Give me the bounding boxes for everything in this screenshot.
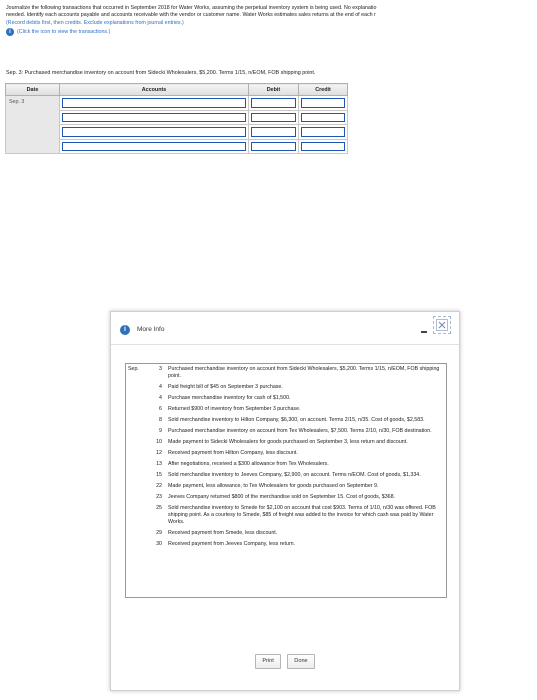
transaction-day: 30: [156, 541, 162, 547]
credit-input[interactable]: [301, 142, 345, 152]
transaction-row: [126, 413, 446, 424]
transaction-row: [126, 479, 446, 490]
account-cell: [60, 110, 249, 125]
credit-cell: [299, 125, 348, 140]
account-input[interactable]: [62, 98, 246, 108]
transaction-row: [126, 526, 446, 537]
transaction-day: 9: [159, 428, 162, 434]
transaction-day: 4: [159, 384, 162, 390]
transaction-month: [126, 435, 147, 446]
instruction-line-2: needed. Identify each accounts payable and accounts receivable with the vendor or customer name. Water Works estimates sales returns at the end of each r: [6, 12, 376, 19]
dialog-footer: [111, 649, 459, 669]
instruction-line-1: Journalize the following transactions that occurred in September 2018 for Water Works, assuming the perpetual inventory system is being used. No explanatio: [6, 5, 377, 11]
close-icon[interactable]: [436, 319, 448, 331]
debit-input[interactable]: [251, 113, 296, 123]
transactions-panel: [125, 363, 447, 598]
credit-column-header: Credit: [299, 84, 348, 96]
debit-input[interactable]: [251, 142, 296, 152]
transaction-row: [126, 457, 446, 468]
transaction-row: [126, 446, 446, 457]
transaction-text: Jeeves Company returned $800 of the merchandise sold on September 15. Cost of goods, $368.: [168, 494, 396, 500]
transaction-month: [126, 526, 147, 537]
step-label: Sep. 3: Purchased merchandise inventory on account from Sidecki Wholesalers, $5,200. Terms 1/15, n/EOM, FOB shipping point.: [6, 70, 316, 76]
transaction-month: [126, 446, 147, 457]
more-info-dialog: [110, 311, 460, 691]
transaction-text: Purchase merchandise inventory for cash of $1,500.: [168, 395, 291, 401]
instruction-hint: (Record debits first, then credits. Exclude explanations from journal entries.): [6, 19, 184, 26]
debit-cell: [249, 96, 299, 111]
journal-entry-table: [5, 83, 348, 154]
transaction-day: 29: [156, 530, 162, 536]
transaction-month: [126, 402, 147, 413]
account-input[interactable]: [62, 127, 246, 137]
transaction-row: [126, 402, 446, 413]
transaction-text: Sold merchandise inventory to Smede for $2,100 on account that cost $903. Terms of 1/10, n/30 was offered. FOB shipping point. As a courtesy to Smede, $85 of freight was added to the invoice for which cash was paid by Water Works.: [168, 505, 436, 525]
journal-header-row: [6, 84, 348, 96]
credit-input[interactable]: [301, 127, 345, 137]
transaction-text: Made payment, less allowance, to Tex Wholesalers for goods purchased on September 9.: [168, 483, 379, 489]
transaction-day: 15: [156, 472, 162, 478]
minimize-button[interactable]: [421, 331, 427, 333]
transaction-row: [126, 501, 446, 526]
transaction-text: Received payment from Hilton Company, less discount.: [168, 450, 298, 456]
transaction-month: [126, 457, 147, 468]
transaction-text: After negotiations, received a $300 allowance from Tex Wholesalers.: [168, 461, 329, 467]
account-input[interactable]: [62, 113, 246, 123]
transaction-day: 22: [156, 483, 162, 489]
info-icon: i: [120, 325, 130, 335]
close-button[interactable]: [433, 316, 451, 334]
transaction-month: [126, 424, 147, 435]
transactions-list: [126, 366, 446, 548]
account-input[interactable]: [62, 142, 246, 152]
transaction-text: Paid freight bill of $45 on September 3 purchase.: [168, 384, 283, 390]
transaction-month: [126, 537, 147, 548]
transaction-row: [126, 391, 446, 402]
transaction-text: Received payment from Smede, less discount.: [168, 530, 278, 536]
transaction-row: [126, 380, 446, 391]
view-transactions-link[interactable]: [6, 28, 110, 36]
transaction-text: Made payment to Sidecki Wholesalers for goods purchased on September 3, less return and discount.: [168, 439, 408, 445]
dialog-header: [111, 312, 459, 345]
transaction-text: Received payment from Jeeves Company, less return.: [168, 541, 296, 547]
account-cell: [60, 96, 249, 111]
transaction-month: [126, 490, 147, 501]
debit-cell: [249, 110, 299, 125]
print-button[interactable]: Print: [255, 654, 281, 669]
credit-cell: [299, 110, 348, 125]
credit-input[interactable]: [301, 98, 345, 108]
transaction-day: 13: [156, 461, 162, 467]
transaction-month: [126, 391, 147, 402]
debit-input[interactable]: [251, 127, 296, 137]
transaction-row: [126, 435, 446, 446]
transaction-day: 10: [156, 439, 162, 445]
credit-input[interactable]: [301, 113, 345, 123]
transaction-row: [126, 468, 446, 479]
info-icon[interactable]: i: [6, 28, 14, 36]
credit-cell: [299, 96, 348, 111]
accounts-column-header: Accounts: [60, 84, 249, 96]
transaction-row: [126, 537, 446, 548]
transaction-day: 25: [156, 505, 162, 511]
transaction-month: [126, 479, 147, 490]
transaction-month: [126, 468, 147, 479]
transaction-row: [126, 424, 446, 435]
account-cell: [60, 139, 249, 154]
debit-cell: [249, 139, 299, 154]
journal-row: [6, 96, 348, 111]
dialog-title: More Info: [137, 326, 165, 333]
entry-date: Sep. 3: [6, 96, 60, 154]
transaction-day: 4: [159, 395, 162, 401]
date-column-header: Date: [6, 84, 60, 96]
account-cell: [60, 125, 249, 140]
transaction-text: Purchased merchandise inventory on account from Sidecki Wholesalers, $5,200. Terms 1/15, n/EOM, FOB shipping point.: [168, 366, 440, 379]
done-button[interactable]: Done: [287, 654, 314, 669]
transaction-row: [126, 366, 446, 380]
view-transactions-text[interactable]: (Click the icon to view the transactions.): [17, 29, 111, 35]
debit-column-header: Debit: [249, 84, 299, 96]
instructions: [6, 5, 537, 27]
transaction-text: Purchased merchandise inventory on account from Tex Wholesalers, $7,500. Terms 2/10, n/30, FOB destination.: [168, 428, 432, 434]
transaction-text: Sold merchandise inventory to Jeeves Company, $2,900, on account. Terms n/EOM. Cost of goods, $1,334.: [168, 472, 421, 478]
transaction-row: [126, 490, 446, 501]
transaction-day: 12: [156, 450, 162, 456]
transaction-month: [126, 501, 147, 526]
transaction-text: Returned $900 of inventory from September 3 purchase.: [168, 406, 301, 412]
debit-input[interactable]: [251, 98, 296, 108]
transaction-month: [126, 380, 147, 391]
transaction-day: 3: [159, 366, 162, 372]
transaction-day: 6: [159, 406, 162, 412]
transaction-day: 8: [159, 417, 162, 423]
transaction-day: 23: [156, 494, 162, 500]
transaction-month: Sep.: [128, 366, 139, 372]
transaction-month: [126, 413, 147, 424]
transaction-text: Sold merchandise inventory to Hilton Company, $6,300, on account. Terms 2/15, n/35. Cost of goods, $2,583.: [168, 417, 425, 423]
debit-cell: [249, 125, 299, 140]
credit-cell: [299, 139, 348, 154]
